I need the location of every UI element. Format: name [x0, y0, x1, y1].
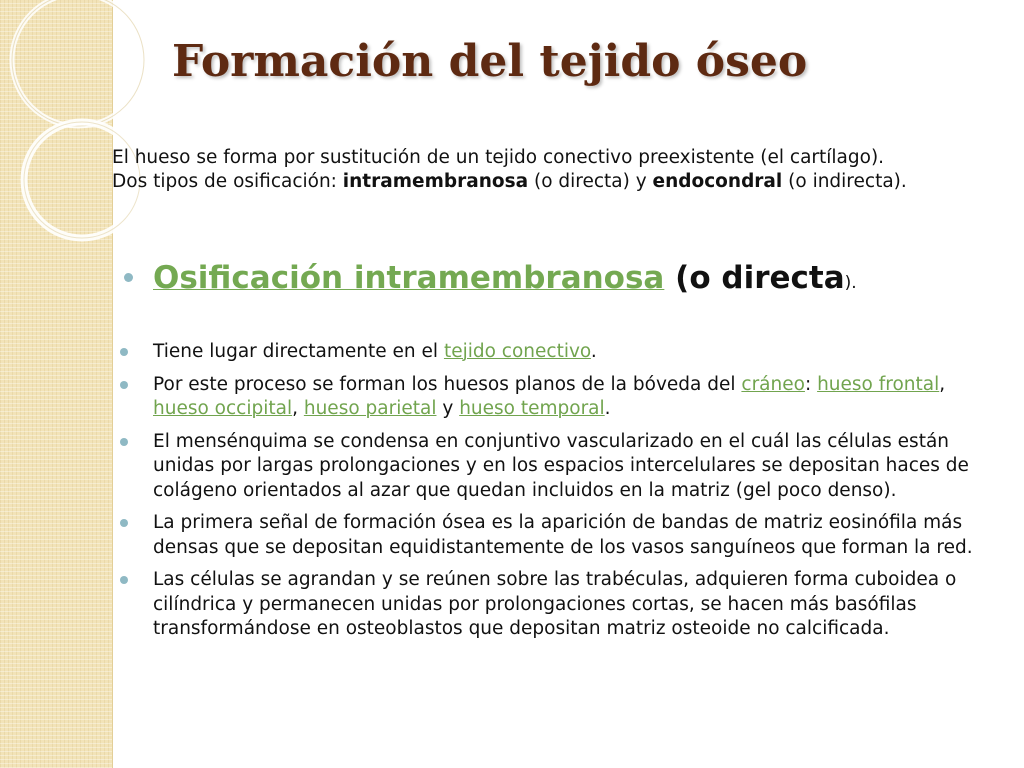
decorative-circles-graphic: [0, 0, 200, 260]
frontal-bone-link[interactable]: hueso frontal: [817, 373, 940, 395]
list-item-text: El mensénquima se condensa en conjuntivo vascularizado en el cuál las células están unidas por largas prolongaciones y en los espacios intercelulares se depositan haces de colágeno orientados al azar que quedan incluidos en la matriz (gel poco denso).: [153, 430, 969, 501]
parietal-bone-link[interactable]: hueso parietal: [303, 398, 437, 419]
bullet-icon: [120, 519, 128, 527]
bullet-icon: [120, 576, 128, 584]
list-item-text: ,: [292, 398, 304, 419]
list-item: [120, 430, 1000, 504]
list-item-text: La primera señal de formación ósea es la aparición de bandas de matriz eosinófila más densas que se depositan equidistantemente de los vasos sanguíneos que forman la red.: [153, 512, 973, 558]
intro-line-2-prefix: Dos tipos de osificación:: [112, 171, 343, 192]
section-heading-mid: (o directa: [664, 260, 845, 296]
list-item-text: :: [804, 373, 818, 395]
list-item: [120, 511, 1000, 560]
connective-tissue-link[interactable]: tejido conectivo: [443, 341, 591, 362]
list-item-text: .: [604, 398, 611, 419]
ossification-type-intramembranous: intramembranosa: [342, 171, 529, 192]
list-item: [120, 373, 1000, 422]
bullet-icon: [120, 438, 128, 446]
slide-title: Formación del tejido óseo: [172, 36, 808, 87]
list-item-text: Las células se agrandan y se reúnen sobre las trabéculas, adquieren forma cuboidea o cilíndrica y permanecen unidas por prolongaciones cortas, se hacen más basófilas transformándose en osteoblastos que depositan matriz osteoide no calcificada.: [153, 569, 957, 639]
intro-paragraph: [112, 146, 992, 194]
list-item-text: Por este proceso se forman los huesos planos de la bóveda del: [153, 373, 742, 395]
section-heading-text: [153, 256, 857, 305]
bullet-list: [120, 340, 1000, 650]
temporal-bone-link[interactable]: hueso temporal: [459, 398, 605, 419]
intro-line-1: El hueso se forma por sustitución de un tejido conectivo preexistente (el cartílago).: [112, 147, 885, 168]
list-item-text: Tiene lugar directamente en el: [153, 341, 444, 362]
list-item-text: ,: [939, 373, 946, 395]
list-item: [120, 568, 1000, 642]
list-item-text: y: [436, 398, 460, 419]
section-heading-tail: ).: [844, 273, 857, 293]
list-item-text: .: [590, 341, 597, 362]
bullet-icon: [120, 381, 128, 389]
list-item: [120, 340, 1000, 365]
ossification-type-1-note: (o directa) y: [528, 171, 653, 192]
ossification-type-2-note: (o indirecta).: [782, 171, 907, 192]
occipital-bone-link[interactable]: hueso occipital: [153, 398, 293, 419]
skull-link[interactable]: cráneo: [741, 373, 805, 395]
ossification-type-endochondral: endocondral: [652, 171, 783, 192]
intramembranous-ossification-link[interactable]: Osificación intramembranosa: [153, 260, 665, 296]
bullet-icon: [124, 273, 133, 282]
bullet-icon: [120, 348, 128, 356]
